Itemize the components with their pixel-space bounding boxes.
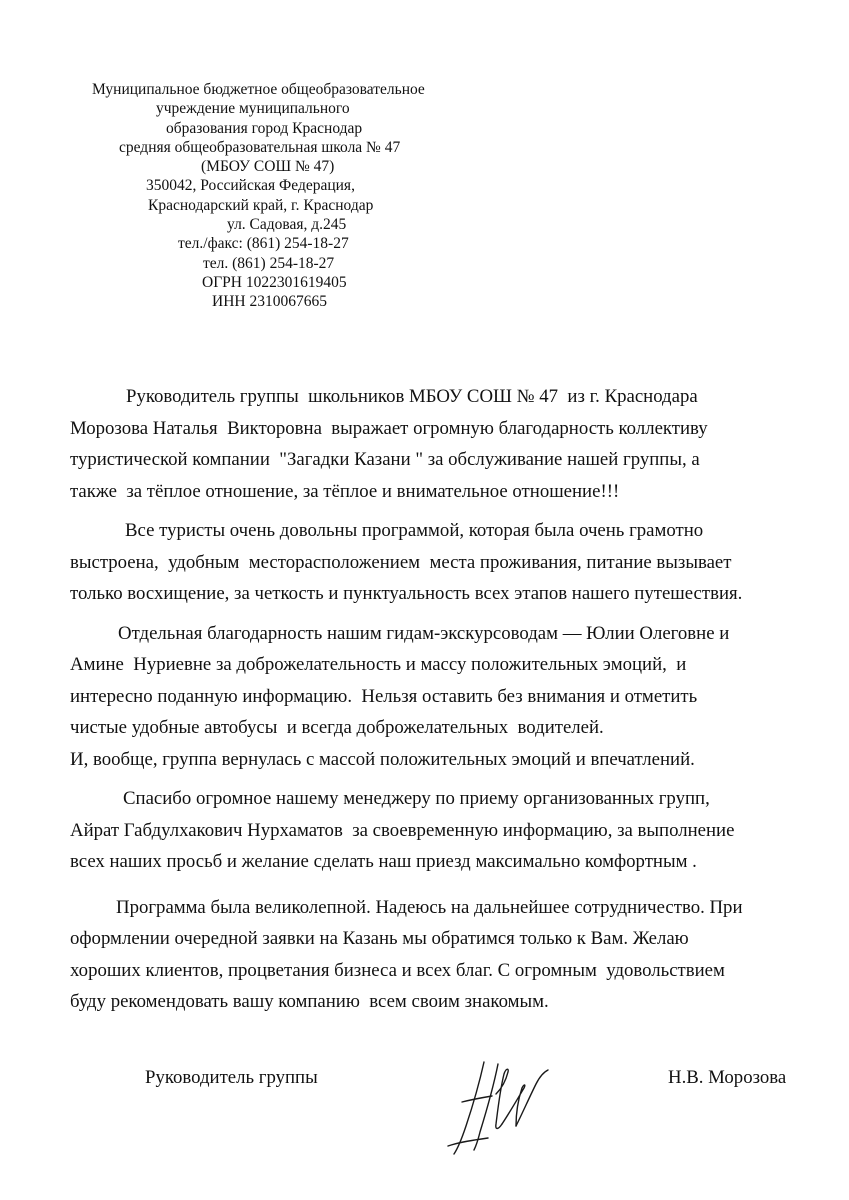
signer-position: Руководитель группы [145, 1067, 318, 1088]
body-line: только восхищение, за четкость и пунктуальность всех этапов нашего путешествия. [70, 583, 743, 604]
body-line: Программа была великолепной. Надеюсь на дальнейшее сотрудничество. При [116, 896, 743, 918]
body-line: туристической компании "Загадки Казани " за обслуживание нашей группы, а [70, 449, 700, 470]
letterhead-line: ОГРН 1022301619405 [202, 273, 347, 291]
letterhead-line: тел. (861) 254-18-27 [203, 254, 335, 272]
body-line: Амине Нуриевне за доброжелательность и массу положительных эмоций, и [70, 654, 687, 675]
paragraph-gratitude [70, 381, 810, 507]
letterhead-line: ИНН 2310067665 [212, 293, 327, 311]
letterhead-line: ул. Садовая, д.245 [227, 216, 347, 234]
paragraph-program [70, 515, 810, 610]
body-line: буду рекомендовать вашу компанию всем своим знакомым. [70, 991, 549, 1012]
letter-body [70, 381, 810, 1018]
letterhead-line: учреждение муниципального [156, 100, 350, 118]
letterhead-line: (МБОУ СОШ № 47) [201, 158, 335, 176]
paragraph-closing [70, 892, 810, 1018]
body-line: всех наших просьб и желание сделать наш приезд максимально комфортным . [70, 851, 697, 872]
letterhead-line: тел./факс: (861) 254-18-27 [178, 235, 349, 253]
body-line: выстроена, удобным месторасположением места проживания, питание вызывает [70, 551, 732, 573]
body-line: хороших клиентов, процветания бизнеса и всех благ. С огромным удовольствием [70, 959, 725, 981]
signer-name: Н.В. Морозова [668, 1067, 787, 1088]
letterhead-line: средняя общеобразовательная школа № 47 [119, 138, 401, 156]
body-line: интересно поданную информацию. Нельзя оставить без внимания и отметить [70, 685, 698, 707]
letterhead-line: образования город Краснодар [166, 119, 363, 137]
body-line: Айрат Габдулхакович Нурхаматов за своевременную информацию, за выполнение [70, 819, 735, 841]
body-line: чистые удобные автобусы и всегда доброжелательных водителей. [70, 717, 604, 738]
letterhead-line: Муниципальное бюджетное общеобразовательное [92, 81, 425, 98]
body-line: Руководитель группы школьников МБОУ СОШ № 47 из г. Краснодара [126, 386, 698, 407]
body-line: оформлении очередной заявки на Казань мы обратимся только к Вам. Желаю [70, 928, 689, 949]
paragraph-manager [70, 783, 810, 878]
body-line: Морозова Наталья Викторовна выражает огромную благодарность коллективу [70, 417, 708, 439]
body-line: также за тёплое отношение, за тёплое и внимательное отношение!!! [70, 480, 620, 502]
body-line: Все туристы очень довольны программой, которая была очень грамотно [125, 520, 704, 541]
paragraph-guides [70, 618, 810, 776]
letterhead-line: 350042, Российская Федерация, [146, 177, 355, 195]
letterhead [60, 80, 490, 312]
handwritten-signature-icon [440, 1050, 560, 1170]
letterhead-line: Краснодарский край, г. Краснодар [148, 196, 374, 214]
body-line: Спасибо огромное нашему менеджеру по приему организованных групп, [123, 788, 710, 809]
body-line: И, вообще, группа вернулась с массой положительных эмоций и впечатлений. [70, 748, 695, 770]
body-line: Отдельная благодарность нашим гидам-экскурсоводам — Юлии Олеговне и [118, 622, 730, 644]
